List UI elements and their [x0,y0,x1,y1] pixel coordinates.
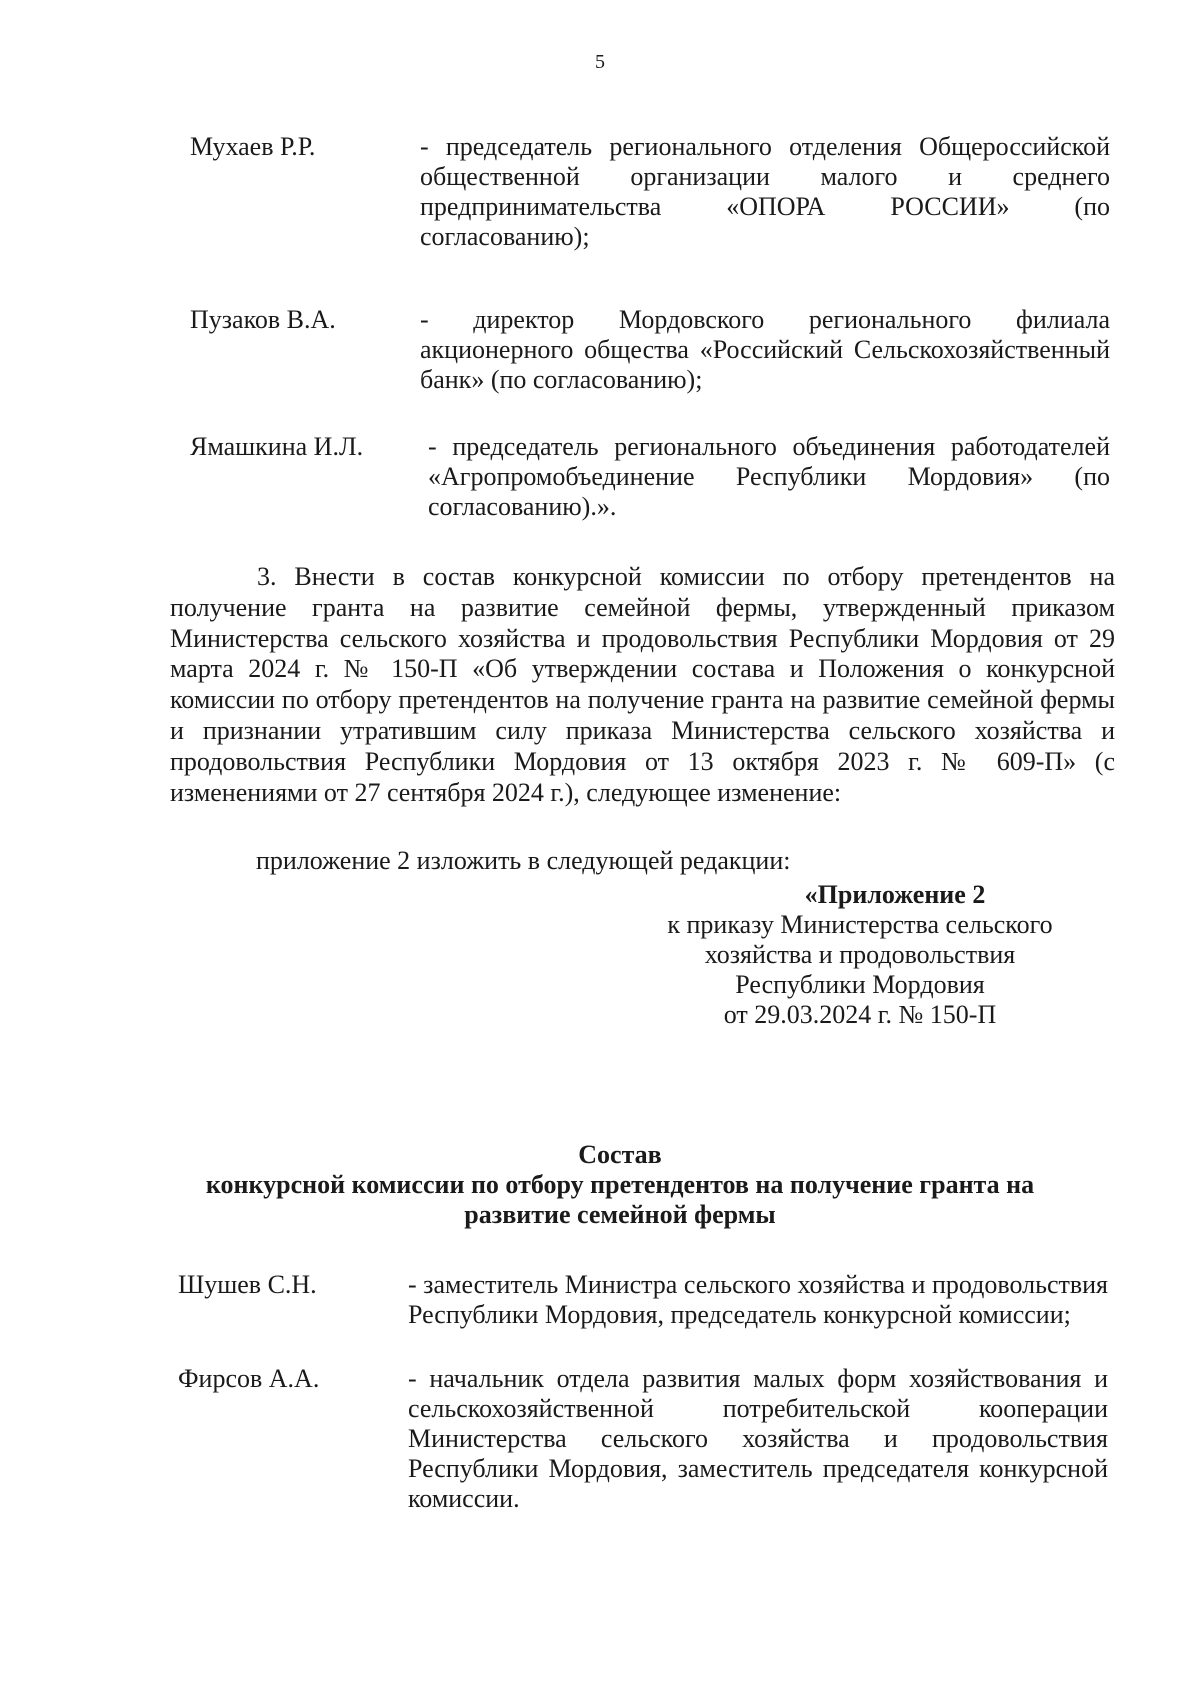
member-name: Фирсов А.А. [178,1364,320,1393]
redaction-line: приложение 2 изложить в следующей редакции: [256,846,791,875]
member-name: Ямашкина И.Л. [190,432,364,461]
page-number: 5 [595,51,605,73]
appendix-line: от 29.03.2024 г. № 150-П [723,1000,997,1029]
member-name: Шушев С.Н. [178,1270,317,1299]
member-entry-mukhaev [190,132,1110,252]
paragraph-3: 3. Внести в состав конкурсной комиссии по отбору претендентов на получение гранта на развитие семейной фермы, утвержденный приказом Министерства сельского хозяйства и продовольствия Республики Мордовия от 29 марта 2024 г. № 150-П «Об утверждении состава и Положения о конкурсной комиссии по отбору претендентов на получение гранта на развитие семейной фермы и признании утратившим силу приказа Министерства сельского хозяйства и продовольствия Республики Мордовия от 13 октября 2023 г. № 609-П» (с изменениями от 27 сентября 2024 г.), следующее изменение: [170,562,1115,807]
appendix-line: к приказу Министерства сельского [667,910,1053,939]
composition-subtitle: конкурсной комиссии по отбору претендентов на получение гранта на [205,1170,1035,1199]
composition-heading [140,1140,1100,1230]
appendix-title: «Приложение 2 [804,880,986,909]
appendix-line: Республики Мордовия [735,970,985,999]
member-description: - председатель регионального объединения работодателей «Агропромобъединение Республики Мордовия» (по согласованию).». [428,432,1110,521]
member-description: - заместитель Министра сельского хозяйства и продовольствия Республики Мордовия, председатель конкурсной комиссии; [408,1270,1108,1329]
member-entry-firsov [178,1364,1108,1524]
member-name: Пузаков В.А. [190,305,336,334]
appendix-line: хозяйства и продовольствия [704,940,1016,969]
member-entry-shushev [178,1270,1108,1360]
member-name: Мухаев Р.Р. [190,132,316,161]
member-description: - начальник отдела развития малых форм хозяйствования и сельскохозяйственной потребительской кооперации Министерства сельского хозяйства и продовольствия Республики Мордовия, заместитель председателя конкурсной комиссии. [408,1364,1108,1513]
member-entry-yamashkina [190,432,1110,522]
member-description: - директор Мордовского регионального филиала акционерного общества «Российский Сельскохозяйственный банк» (по согласованию); [420,305,1110,394]
member-description: - председатель регионального отделения Общероссийской общественной организации малого и среднего предпринимательства «ОПОРА РОССИИ» (по согласованию); [420,132,1110,251]
member-entry-puzakov [190,305,1110,395]
appendix-header [600,880,1120,1030]
composition-title: Состав [578,1140,662,1169]
composition-subtitle: развитие семейной фермы [464,1200,776,1229]
